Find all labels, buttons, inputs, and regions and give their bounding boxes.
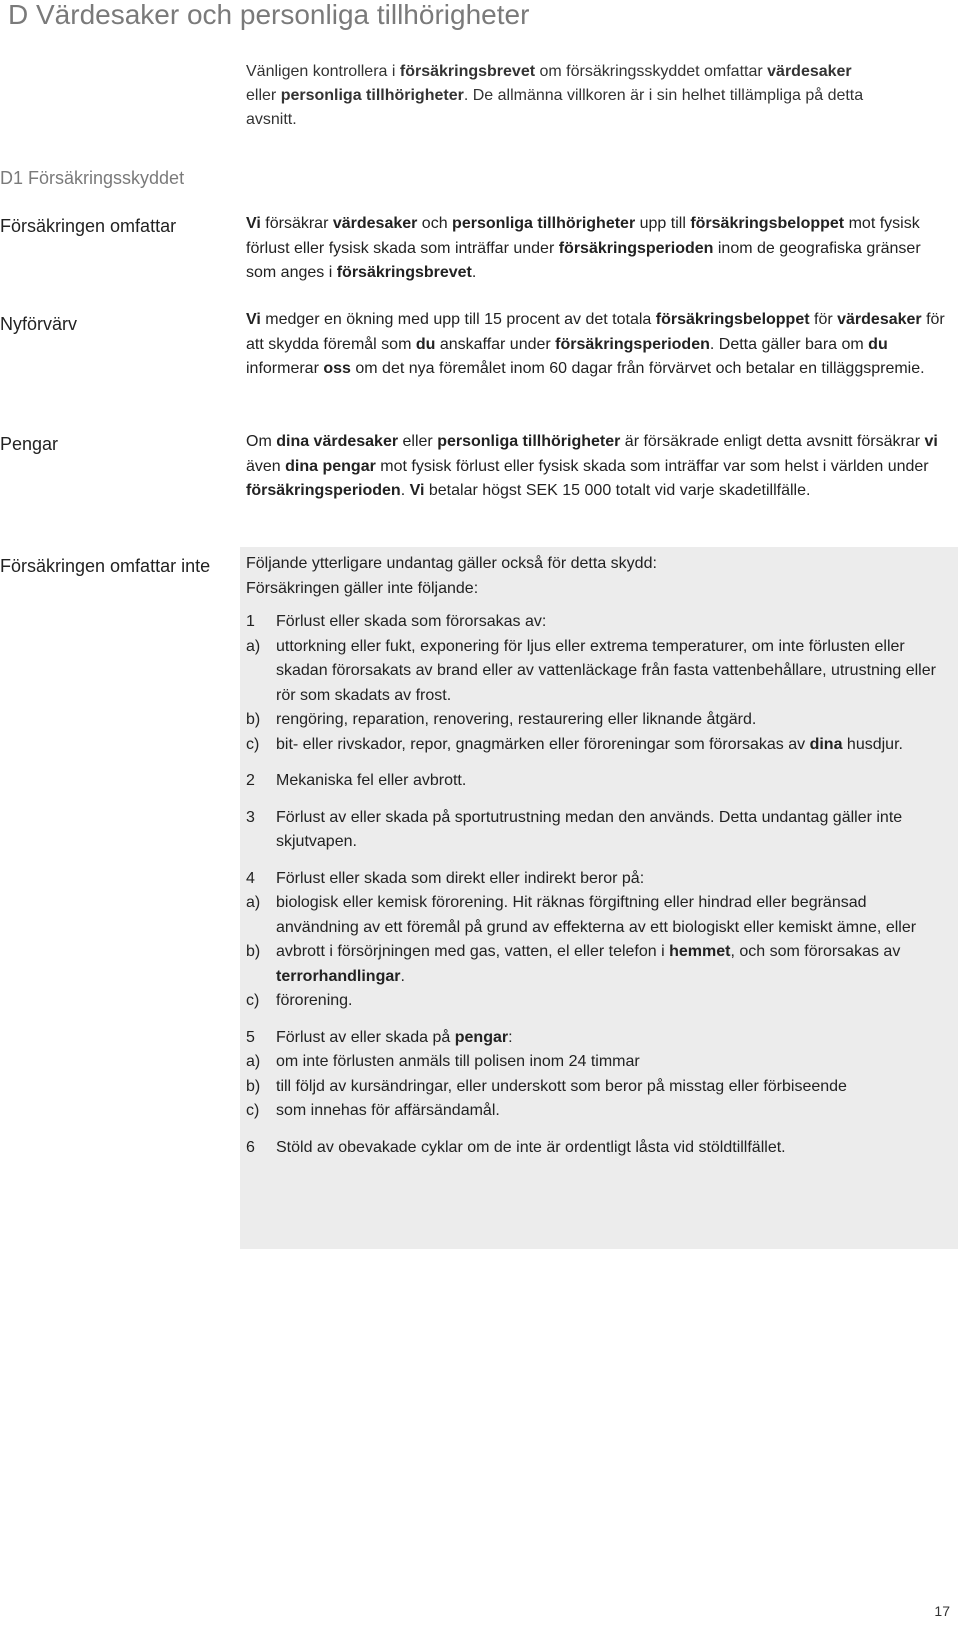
list-marker: 5 [246,1028,255,1046]
exclusion-group [246,867,951,1014]
list-text: Mekaniska fel eller avbrott. [276,772,467,789]
list-text: till följd av kursändringar, eller underskott som beror på misstag eller förbiseende [276,1077,847,1095]
label-exclusions: Försäkringen omfattar inte [0,556,211,576]
list-text: avbrott i försörjningen med gas, vatten, el eller telefon i hemmet, och som förorsakas av terrorhandlingar. [276,943,901,985]
exclusions-list [246,610,951,1172]
money-text: Om dina värdesaker eller personliga tillhörigheter är försäkrade enligt detta avsnitt försäkrar vi även dina pengar mot fysisk förlust eller fysisk skada som inträffar var som helst i världen under försäkringsperioden. Vi betalar högst SEK 15 000 totalt vid varje skadetillfälle. [246,433,938,499]
exclusion-group [246,769,951,794]
list-text: som innehas för affärsändamål. [276,1102,500,1119]
exclusions-intro-line1: Följande ytterligare undantag gäller också för detta skydd: [246,555,657,572]
exclusion-group [246,1136,951,1161]
exclusions-intro [246,552,946,601]
section-heading: D1 Försäkringsskyddet [0,168,185,188]
list-marker: c) [246,735,260,753]
list-item [246,635,951,709]
list-text: Stöld av obevakade cyklar om de inte är ordentligt låsta vid stöldtillfället. [276,1138,786,1156]
list-marker: c) [246,992,260,1009]
list-item [246,708,951,733]
page-number: 17 [934,1603,950,1619]
list-text: förorening. [276,992,353,1009]
list-text: Förlust av eller skada på pengar: [276,1028,513,1046]
list-item [246,1099,951,1124]
list-item [246,891,951,940]
list-item [246,867,951,892]
label-money: Pengar [0,434,59,454]
list-text: bit- eller rivskador, repor, gnagmärken eller föroreningar som förorsakas av dina husdjur. [276,735,903,753]
list-item [246,1050,951,1075]
list-text: biologisk eller kemisk förorening. Hit räknas förgiftning eller hindrad eller begränsad användning av ett föremål på grund av effekterna av ett biologiskt eller kemiskt ämne, eller [276,894,917,936]
list-item [246,1136,951,1161]
exclusion-group [246,1026,951,1124]
list-marker: b) [246,1077,261,1095]
list-marker: 6 [246,1138,255,1156]
exclusion-group [246,806,951,855]
label-new-acquisitions: Nyförvärv [0,314,78,334]
list-marker: 4 [246,869,255,887]
list-marker: b) [246,943,261,960]
list-marker: a) [246,637,261,655]
list-item [246,806,951,855]
new-acquisitions-text: Vi medger en ökning med upp till 15 procent av det totala försäkringsbeloppet för värdesaker för att skydda föremål som du anskaffar under försäkringsperioden. Detta gäller bara om du informerar oss om det nya föremålet inom 60 dagar från förvärvet och betalar en tilläggspremie. [246,311,945,377]
list-item [246,1026,951,1051]
list-text: om inte förlusten anmäls till polisen inom 24 timmar [276,1053,640,1070]
list-marker: a) [246,894,261,911]
list-text: uttorkning eller fukt, exponering för ljus eller extrema temperaturer, om inte förlusten eller skadan förorsakats av brand eller av vattenläckage från fasta vattenbehållare, utrustning eller rör som skadats av frost. [276,637,936,704]
exclusions-intro-line2: Försäkringen gäller inte följande: [246,579,479,597]
list-marker: 3 [246,808,255,826]
label-coverage: Försäkringen omfattar [0,216,177,236]
list-item [246,769,951,794]
list-text: Förlust eller skada som förorsakas av: [276,613,547,630]
intro-paragraph: Vänligen kontrollera i försäkringsbrevet om försäkringsskyddet omfattar värdesaker eller personliga tillhörigheter. De allmänna villkoren är i sin helhet tillämpliga på detta avsnitt. [246,63,864,128]
list-text: rengöring, reparation, renovering, restaurering eller liknande åtgärd. [276,711,757,728]
list-marker: 1 [246,613,255,630]
list-item [246,1075,951,1100]
list-marker: c) [246,1102,260,1119]
list-marker: b) [246,711,261,728]
list-item [246,940,951,989]
exclusion-group [246,610,951,757]
list-marker: 2 [246,772,255,789]
list-item [246,989,951,1014]
list-text: Förlust eller skada som direkt eller indirekt beror på: [276,869,645,887]
coverage-text: Vi försäkrar värdesaker och personliga tillhörigheter upp till försäkringsbeloppet mot fysisk förlust eller fysisk skada som inträffar under försäkringsperioden inom de geografiska gränser som anges i försäkringsbrevet. [246,215,921,281]
list-item [246,610,951,635]
list-text: Förlust av eller skada på sportutrustning medan den används. Detta undantag gäller inte skjutvapen. [276,808,903,850]
page-title: D Värdesaker och personliga tillhörigheter [8,0,530,30]
list-marker: a) [246,1053,261,1070]
list-item [246,733,951,758]
